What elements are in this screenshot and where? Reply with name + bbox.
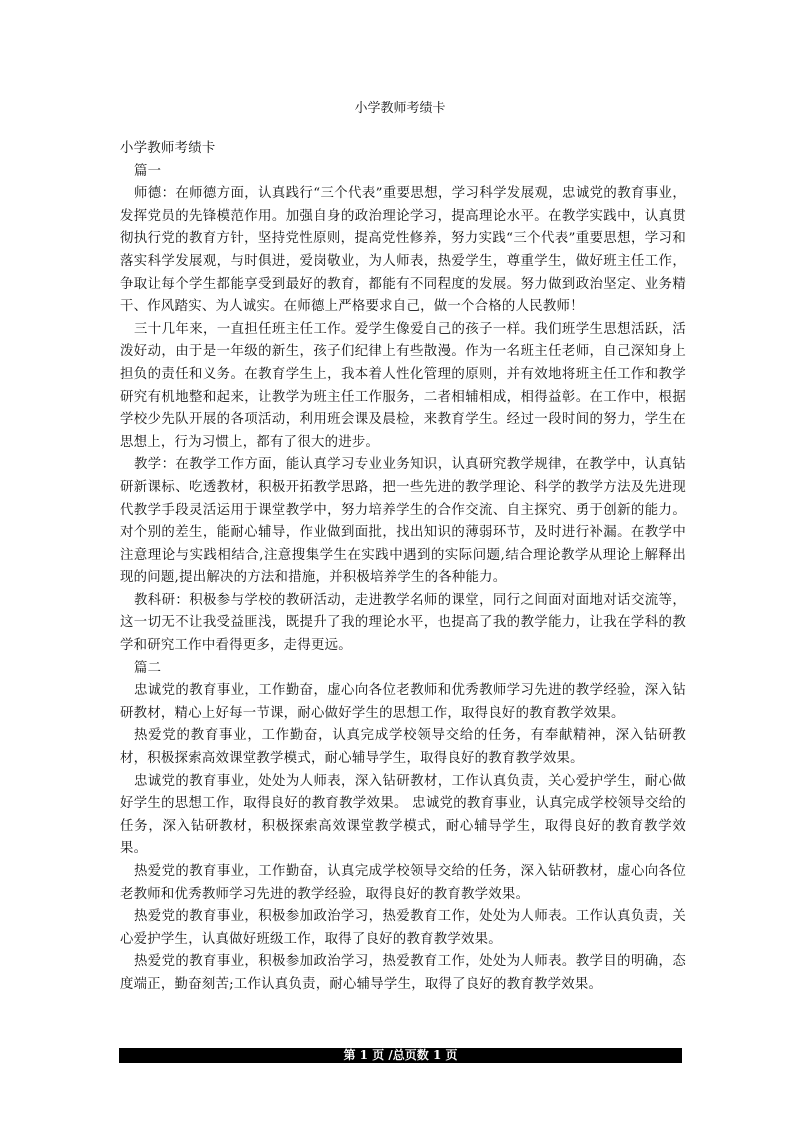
- paragraph-ethics: 师德：在师德方面，认真践行“三个代表”重要思想，学习科学发展观，忠诚党的教育事业，发挥党员的先锋模范作用。加强自身的政治理论学习，提高理论水平。在教学实践中，认真贯彻执行党的教育方针，坚持党性原则，提高党性修养，努力实践“三个代表”重要思想，学习和落实科学发展观，与时俱进，爱岗敬业，为人师表，热爱学生，尊重学生，做好班主任工作，争取让每个学生都能享受到最好的教育，都能有不同程度的发展。努力做到政治坚定、业务精干、作风踏实、为人诚实。在师德上严格要求自己，做一个合格的人民教师！: [120, 186, 686, 315]
- document-subtitle: 小学教师考绩卡: [120, 141, 216, 156]
- paragraph: 忠诚党的教育事业，工作勤奋，虚心向各位老教师和优秀教师学习先进的教学经验，深入钻研教材，精心上好每一节课，耐心做好学生的思想工作，取得良好的教育教学效果。: [120, 683, 686, 721]
- paragraph: 热爱党的教育事业，工作勤奋，认真完成学校领导交给的任务，深入钻研教材，虚心向各位老教师和优秀教师学习先进的教学经验，取得良好的教育教学效果。: [120, 864, 686, 902]
- page-footer: 第 1 页 /总页数 1 页: [119, 1048, 682, 1063]
- paragraph: 热爱党的教育事业，工作勤奋，认真完成学校领导交给的任务，有奉献精神，深入钻研教材，积极探索高效课堂教学模式，耐心辅导学生，取得良好的教育教学效果。: [120, 728, 686, 767]
- section-heading-1: 篇一: [134, 163, 162, 179]
- paragraph: 热爱党的教育事业，积极参加政治学习，热爱教育工作，处处为人师表。工作认真负责，关心爱护学生，认真做好班级工作，取得了良好的教育教学效果。: [120, 909, 686, 947]
- section-heading-2: 篇二: [134, 660, 162, 676]
- paragraph-teaching: 教学：在教学工作方面，能认真学习专业业务知识，认真研究教学规律，在教学中，认真钻研新课标、吃透教材，积极开拓教学思路，把一些先进的教学理论、科学的教学方法及先进现代教学手段灵活运用于课堂教学中，努力培养学生的合作交流、自主探究、勇于创新的能力。对个别的差生，能耐心辅导，作业做到面批，找出知识的薄弱环节，及时进行补漏。在教学中注意理论与实践相结合,注意搜集学生在实践中遇到的实际问题,结合理论教学从理论上解释出现的问题,提出解决的方法和措施，并积极培养学生的各种能力。: [120, 457, 686, 586]
- paragraph: 忠诚党的教育事业，处处为人师表，深入钻研教材，工作认真负责，关心爱护学生，耐心做好学生的思想工作，取得良好的教育教学效果。 忠诚党的教育事业，认真完成学校领导交给的任务，深入钻研教材，积极探索高效课堂教学模式，耐心辅导学生，取得良好的教育教学效果。: [120, 773, 686, 857]
- paragraph-education: 三十几年来，一直担任班主任工作。爱学生像爱自己的孩子一样。我们班学生思想活跃，活泼好动，由于是一年级的新生，孩子们纪律上有些散漫。作为一名班主任老师，自己深知身上担负的责任和义务。在教育学生上，我本着人性化管理的原则，并有效地将班主任工作和教学研究有机地整和起来，让教学为班主任工作服务，二者相辅相成，相得益彰。在工作中，根据学校少先队开展的各项活动，利用班会课及晨检，来教育学生。经过一段时间的努力，学生在思想上，行为习惯上，都有了很大的进步。: [120, 321, 686, 450]
- paragraph: 热爱党的教育事业，积极参加政治学习，热爱教育工作，处处为人师表。教学目的明确，态度端正，勤奋刻苦;工作认真负责，耐心辅导学生，取得了良好的教育教学效果。: [120, 954, 686, 992]
- document-body: [120, 138, 686, 997]
- paragraph-research: 教科研：积极参与学校的教研活动，走进教学名师的课堂，同行之间面对面地对话交流等，这一切无不让我受益匪浅，既提升了我的理论水平，也提高了我的教学能力，让我在学科的教学和研究工作中看得更多，走得更远。: [120, 592, 686, 654]
- document-title: 小学教师考绩卡: [354, 101, 446, 116]
